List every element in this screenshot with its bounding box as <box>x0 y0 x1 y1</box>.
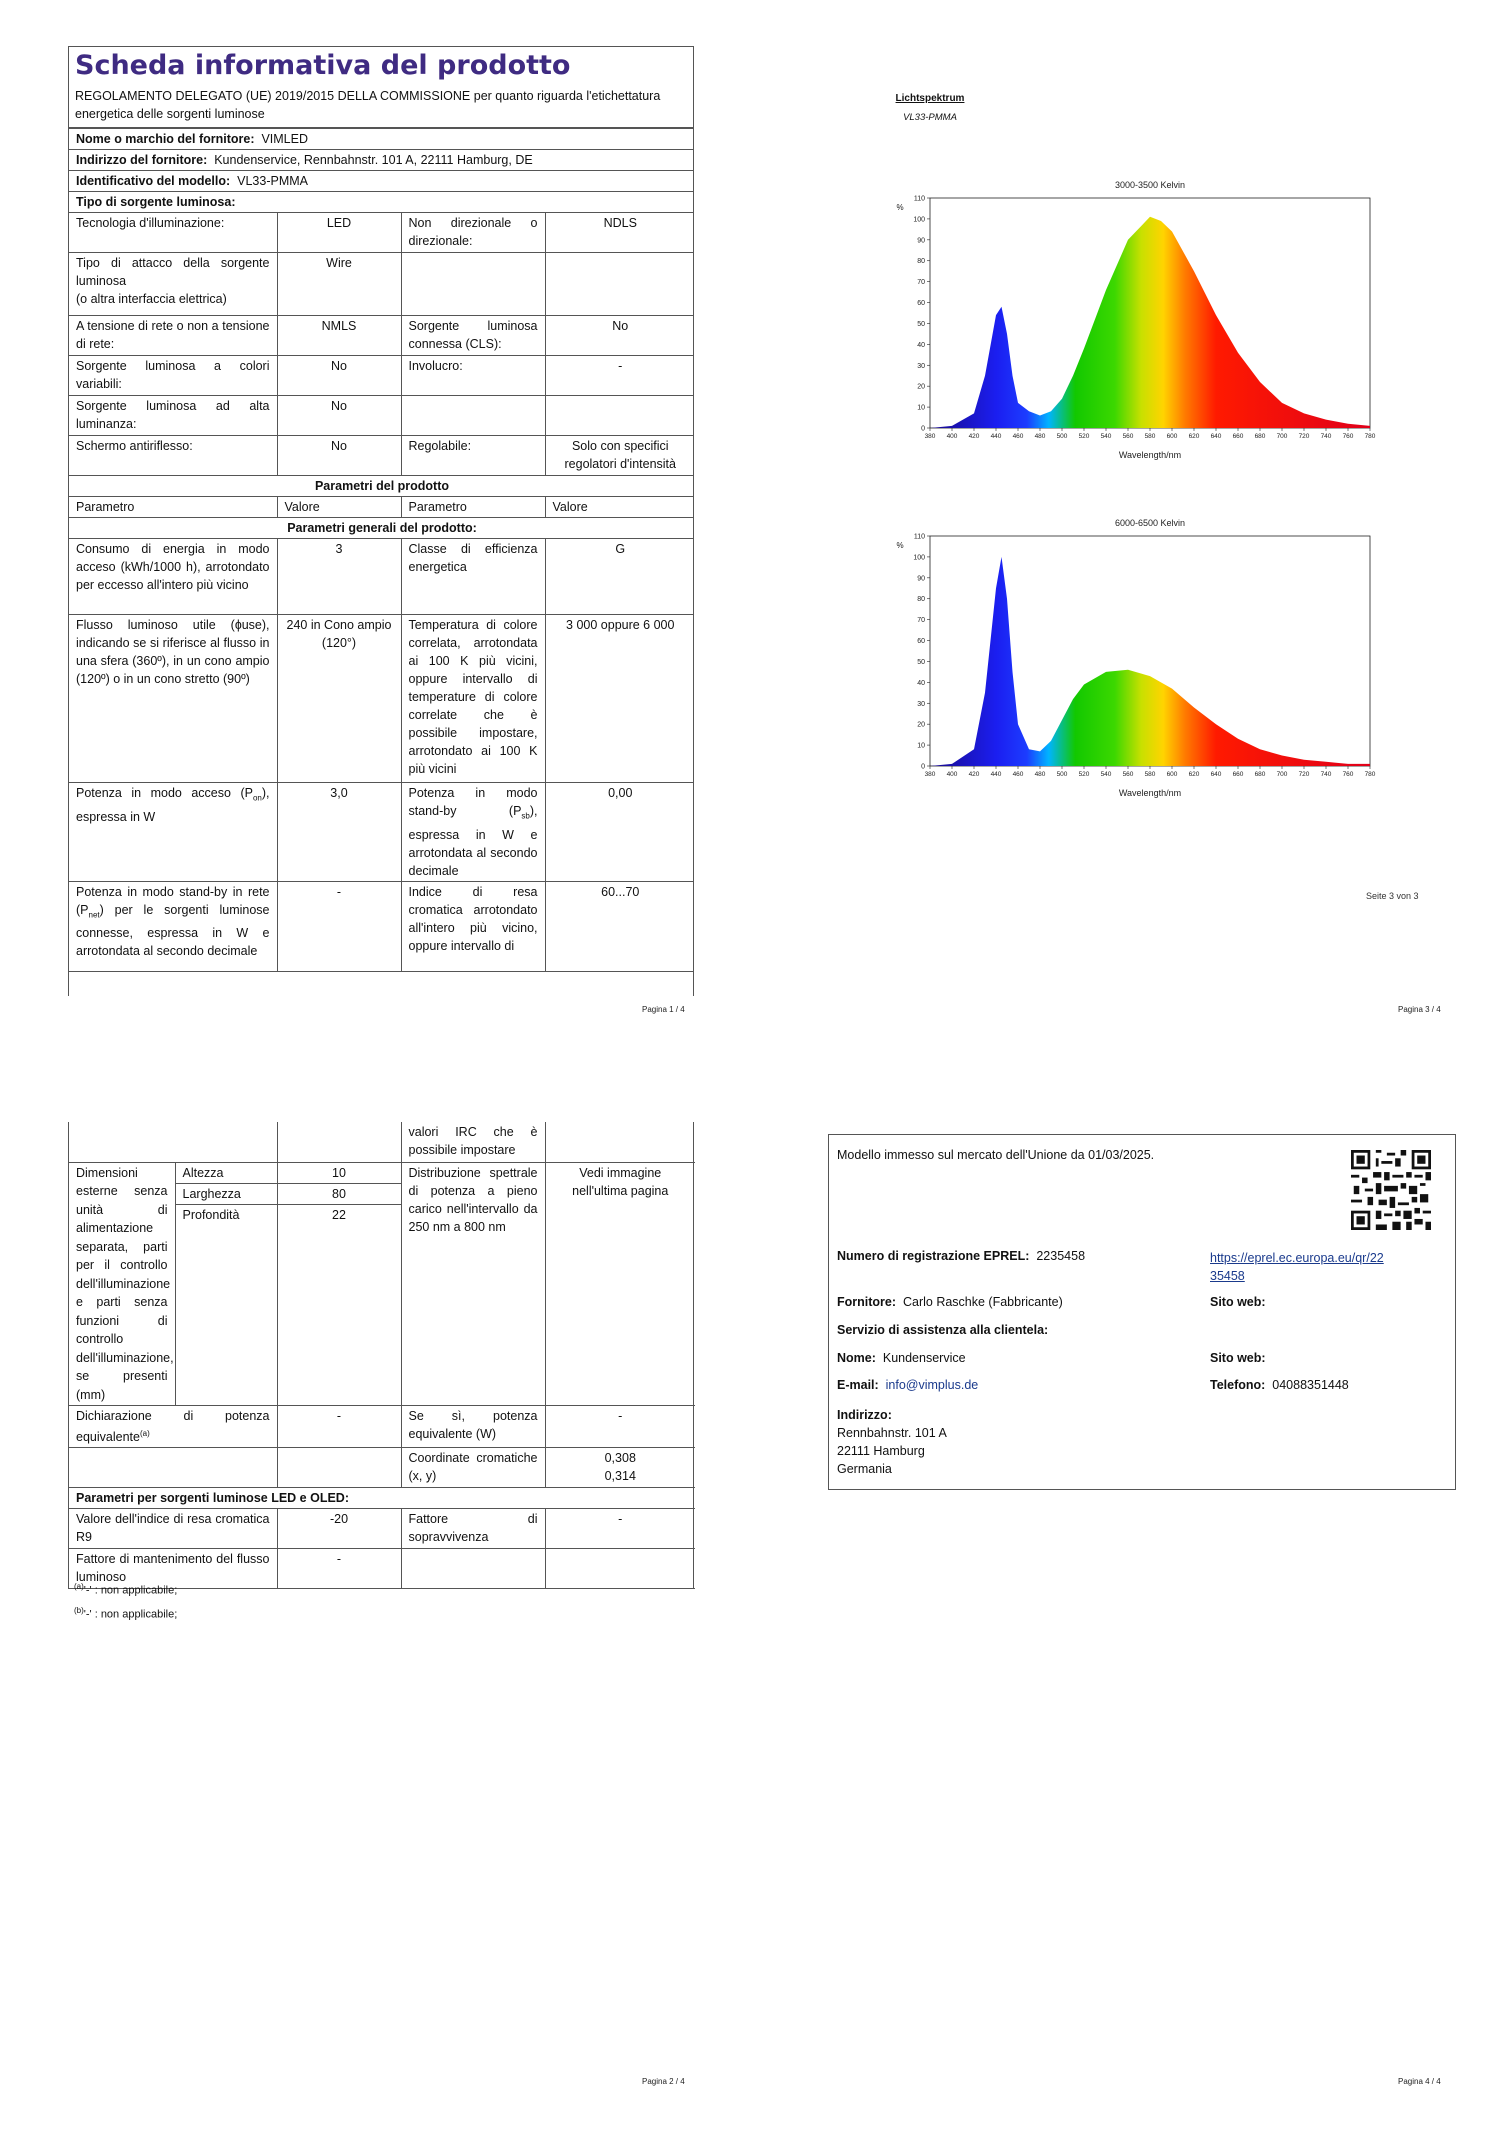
hlls-value: No <box>277 396 401 436</box>
width-label: Larghezza <box>175 1183 277 1204</box>
flux-value: 240 in Cono ampio (120°) <box>277 615 401 783</box>
x-tick-label: 660 <box>1232 771 1244 778</box>
supplier-address-row: Indirizzo del fornitore: Kundenservice, Rennbahnstr. 101 A, 22111 Hamburg, DE <box>69 150 694 171</box>
pon-value: 3,0 <box>277 783 401 882</box>
y-tick-label: 20 <box>917 383 925 391</box>
cap-value: Wire <box>277 253 401 316</box>
footnotes <box>68 1577 368 1624</box>
x-tick-label: 480 <box>1034 433 1046 440</box>
x-tick-label: 460 <box>1012 433 1024 440</box>
led-params-heading: Parametri per sorgenti luminose LED e OLED: <box>69 1488 695 1509</box>
x-tick-label: 400 <box>946 771 958 778</box>
page-title: Scheda informativa del prodotto <box>75 50 571 81</box>
y-tick-label: 60 <box>917 300 925 308</box>
phone-row: Telefono: 04088351448 <box>1210 1378 1349 1392</box>
r9-label: Valore dell'indice di resa cromatica R9 <box>69 1509 277 1549</box>
colour-value: No <box>277 356 401 396</box>
x-tick-label: 600 <box>1166 771 1178 778</box>
y-tick-label: 50 <box>917 658 925 666</box>
envelope-value: - <box>545 356 694 396</box>
x-tick-label: 780 <box>1364 433 1376 440</box>
empty-cell <box>401 1549 545 1589</box>
chroma-value: 0,308 0,314 <box>545 1448 695 1488</box>
y-tick-label: 30 <box>917 362 925 370</box>
x-tick-label: 420 <box>968 771 980 778</box>
y-tick-label: 10 <box>917 742 925 750</box>
chroma-label: Coordinate cromatiche (x, y) <box>401 1448 545 1488</box>
eff-class-value: G <box>545 539 694 615</box>
spectrum-chart-6000k <box>880 514 1400 804</box>
tech-label: Tecnologia d'illuminazione: <box>69 213 277 253</box>
y-tick-label: 0 <box>921 763 925 771</box>
page-note: Seite 3 von 3 <box>1366 891 1419 901</box>
y-tick-label: 110 <box>913 533 925 541</box>
antiglare-value: No <box>277 436 401 476</box>
qr-code-icon <box>1351 1150 1431 1230</box>
y-tick-label: 40 <box>917 341 925 349</box>
y-tick-label: 80 <box>917 258 925 266</box>
service-name-row: Nome: Kundenservice <box>837 1351 966 1365</box>
cct-label: Temperatura di colore correlata, arrotondata ai 100 K più vicini, oppure intervallo di temperature di colore correlate che è possibile impostare, arrotondato ai 100 K più vicini <box>401 615 545 783</box>
x-tick-label: 520 <box>1078 433 1090 440</box>
x-tick-label: 700 <box>1276 433 1288 440</box>
col-param: Parametro <box>401 497 545 518</box>
y-tick-label: 70 <box>917 617 925 625</box>
cap-label: Tipo di attacco della sorgente luminosa (o altra interfaccia elettrica) <box>69 253 277 316</box>
nondir-label: Non direzionale o direzionale: <box>401 213 545 253</box>
y-axis-label: % <box>896 541 904 550</box>
spd-label: Distribuzione spettrale di potenza a pieno carico nell'intervallo da 250 nm a 800 nm <box>401 1162 545 1406</box>
dimmable-value: Solo con specifici regolatori d'intensità <box>545 436 694 476</box>
x-tick-label: 680 <box>1254 771 1266 778</box>
y-tick-label: 80 <box>917 596 925 604</box>
dimmable-label: Regolabile: <box>401 436 545 476</box>
antiglare-label: Schermo antiriflesso: <box>69 436 277 476</box>
x-tick-label: 500 <box>1056 433 1068 440</box>
pnet-value: - <box>277 881 401 971</box>
y-tick-label: 50 <box>917 320 925 328</box>
x-tick-label: 380 <box>924 771 936 778</box>
psb-label: Potenza in modo stand-by $(P_{sb})$, espressa in W e arrotondata al secondo decimale <box>401 783 545 882</box>
y-tick-label: 20 <box>917 721 925 729</box>
x-tick-label: 580 <box>1144 771 1156 778</box>
y-tick-label: 100 <box>913 554 925 562</box>
empty-cell <box>401 396 545 436</box>
depth-value: 22 <box>277 1205 401 1406</box>
maint-value: - <box>277 1549 401 1589</box>
supplier-name-row: Nome o marchio del fornitore: VIMLED <box>69 129 694 150</box>
x-tick-label: 700 <box>1276 771 1288 778</box>
psb-value: 0,00 <box>545 783 694 882</box>
x-axis-label: Wavelength/nm <box>1118 788 1182 798</box>
x-tick-label: 440 <box>990 433 1002 440</box>
x-axis-label: Wavelength/nm <box>1118 450 1182 460</box>
x-tick-label: 760 <box>1342 433 1354 440</box>
model-id-row: Identificativo del modello: VL33-PMMA <box>69 171 694 192</box>
cri-label: Indice di resa cromatica arrotondato all'intero più vicino, oppure intervallo di <box>401 881 545 971</box>
product-info-sheet-page1 <box>68 46 694 996</box>
supplier-row: Fornitore: Carlo Raschke (Fabbricante) <box>837 1295 1063 1309</box>
width-value: 80 <box>277 1183 401 1204</box>
page-footer: Pagina 2 / 4 <box>642 2077 685 2086</box>
col-value: Valore <box>277 497 401 518</box>
cls-value: No <box>545 316 694 356</box>
general-params-heading: Parametri generali del prodotto: <box>69 518 694 539</box>
col-value: Valore <box>545 497 694 518</box>
website2-label: Sito web: <box>1210 1351 1266 1365</box>
x-tick-label: 720 <box>1298 771 1310 778</box>
source-type-heading: Tipo di sorgente luminosa: <box>69 192 694 213</box>
supplier-table <box>69 128 694 972</box>
product-params-heading: Parametri del prodotto <box>69 476 694 497</box>
pon-label: Potenza in modo acceso $(P_{on})$, espressa in W <box>69 783 277 882</box>
y-tick-label: 100 <box>913 216 925 224</box>
x-tick-label: 480 <box>1034 771 1046 778</box>
col-param: Parametro <box>69 497 277 518</box>
x-tick-label: 540 <box>1100 771 1112 778</box>
x-tick-label: 780 <box>1364 771 1376 778</box>
empty-cell <box>277 1122 401 1162</box>
r9-value: -20 <box>277 1509 401 1549</box>
flux-label: Flusso luminoso utile (ɸuse), indicando se si riferisce al flusso in una sfera (360º), in un cono ampio (120º) o in un cono stretto (90º) <box>69 615 277 783</box>
mains-label: A tensione di rete o non a tensione di rete: <box>69 316 277 356</box>
eprel-link[interactable]: https://eprel.ec.europa.eu/qr/22 35458 <box>1210 1251 1384 1283</box>
x-tick-label: 560 <box>1122 433 1134 440</box>
cls-label: Sorgente luminosa connessa (CLS): <box>401 316 545 356</box>
y-axis-label: % <box>896 203 904 212</box>
x-tick-label: 660 <box>1232 433 1244 440</box>
tech-value: LED <box>277 213 401 253</box>
footnote-a: $^{(a)}$'-' : non applicabile; <box>74 1582 178 1597</box>
market-text: Modello immesso sul mercato dell'Unione da 01/03/2025. <box>837 1148 1155 1162</box>
maint-label: Fattore di mantenimento del flusso luminoso <box>69 1549 277 1589</box>
email-row: E-mail: info@vimplus.de <box>837 1378 979 1392</box>
website-label: Sito web: <box>1210 1295 1266 1309</box>
x-tick-label: 520 <box>1078 771 1090 778</box>
eprel-row: Numero di registrazione EPREL: 2235458 <box>837 1249 1086 1263</box>
x-tick-label: 460 <box>1012 771 1024 778</box>
empty-cell <box>401 253 545 316</box>
empty-cell <box>545 1122 695 1162</box>
x-tick-label: 620 <box>1188 433 1200 440</box>
eqpower2-value: - <box>545 1406 695 1448</box>
product-info-sheet-page2 <box>68 1122 694 1589</box>
x-tick-label: 720 <box>1298 433 1310 440</box>
depth-label: Profondità <box>175 1205 277 1406</box>
empty-cell <box>545 253 694 316</box>
x-tick-label: 640 <box>1210 771 1222 778</box>
eqpower-label: Dichiarazione di potenza equivalente$^{(a)}$ <box>69 1406 277 1448</box>
survival-label: Fattore di sopravvivenza <box>401 1509 545 1549</box>
empty-cell <box>69 1448 277 1488</box>
x-tick-label: 640 <box>1210 433 1222 440</box>
x-tick-label: 620 <box>1188 771 1200 778</box>
x-tick-label: 500 <box>1056 771 1068 778</box>
x-tick-label: 580 <box>1144 433 1156 440</box>
mains-value: NMLS <box>277 316 401 356</box>
page-footer: Pagina 3 / 4 <box>1398 1005 1441 1014</box>
eqpower2-label: Se sì, potenza equivalente (W) <box>401 1406 545 1448</box>
y-tick-label: 10 <box>917 404 925 412</box>
x-tick-label: 540 <box>1100 433 1112 440</box>
cct-value: 3 000 oppure 6 000 <box>545 615 694 783</box>
height-value: 10 <box>277 1162 401 1183</box>
page-footer: Pagina 1 / 4 <box>642 1005 685 1014</box>
dims-label: Dimensioni esterne senza unità di alimentazione separata, parti per il controllo dell'illuminazione e parti senza funzioni di controllo dell'illuminazione, se presenti (mm) <box>69 1162 175 1406</box>
x-tick-label: 440 <box>990 771 1002 778</box>
y-tick-label: 40 <box>917 679 925 687</box>
x-tick-label: 380 <box>924 433 936 440</box>
empty-cell <box>69 1122 277 1162</box>
cri-label-cont: valori IRC che è possibile impostare <box>401 1122 545 1162</box>
customer-service-heading: Servizio di assistenza alla clientela: <box>837 1323 1049 1337</box>
height-label: Altezza <box>175 1162 277 1183</box>
y-tick-label: 110 <box>913 195 925 203</box>
empty-cell <box>277 1448 401 1488</box>
empty-cell <box>545 396 694 436</box>
x-tick-label: 560 <box>1122 771 1134 778</box>
params-table-continued <box>69 1122 695 1589</box>
y-tick-label: 60 <box>917 638 925 646</box>
cri-value: 60...70 <box>545 881 694 971</box>
footnote-b: $^{(b)}$'-' : non applicabile; <box>74 1605 178 1621</box>
hlls-label: Sorgente luminosa ad alta luminanza: <box>69 396 277 436</box>
x-tick-label: 420 <box>968 433 980 440</box>
y-tick-label: 70 <box>917 279 925 287</box>
energy-value: 3 <box>277 539 401 615</box>
spectrum-chart-3000k <box>880 176 1400 466</box>
y-tick-label: 0 <box>921 425 925 433</box>
x-tick-label: 600 <box>1166 433 1178 440</box>
nondir-value: NDLS <box>545 213 694 253</box>
colour-label: Sorgente luminosa a colori variabili: <box>69 356 277 396</box>
regulation-text: REGOLAMENTO DELEGATO (UE) 2019/2015 DELLA COMMISSIONE per quanto riguarda l'etichettatura energetica delle sorgenti luminose <box>69 87 693 128</box>
address-block: Indirizzo: Rennbahnstr. 101 A 22111 Hamburg Germania <box>837 1408 947 1476</box>
envelope-label: Involucro: <box>401 356 545 396</box>
y-tick-label: 90 <box>917 237 925 245</box>
spd-value: Vedi immagine nell'ultima pagina <box>545 1162 695 1406</box>
x-tick-label: 740 <box>1320 433 1332 440</box>
spectrum-heading: Lichtspektrum <box>895 93 965 104</box>
x-tick-label: 400 <box>946 433 958 440</box>
y-tick-label: 90 <box>917 575 925 583</box>
survival-value: - <box>545 1509 695 1549</box>
empty-cell <box>545 1549 695 1589</box>
chart-title: 6000-6500 Kelvin <box>1114 518 1186 528</box>
energy-label: Consumo di energia in modo acceso (kWh/1000 h), arrotondato per eccesso all'intero più vicino <box>69 539 277 615</box>
email-link[interactable]: info@vimplus.de <box>885 1378 979 1392</box>
x-tick-label: 740 <box>1320 771 1332 778</box>
y-tick-label: 30 <box>917 700 925 708</box>
x-tick-label: 760 <box>1342 771 1354 778</box>
chart-title: 3000-3500 Kelvin <box>1114 180 1186 190</box>
eprel-info-box <box>828 1134 1456 1490</box>
eqpower-value: - <box>277 1406 401 1448</box>
pnet-label: Potenza in modo stand-by in rete $(P_{net})$ per le sorgenti luminose connesse, espressa in W e arrotondata al secondo decimale <box>69 881 277 971</box>
x-tick-label: 680 <box>1254 433 1266 440</box>
eff-class-label: Classe di efficienza energetica <box>401 539 545 615</box>
page-footer: Pagina 4 / 4 <box>1398 2077 1441 2086</box>
spectrum-model: VL33-PMMA <box>903 112 957 123</box>
